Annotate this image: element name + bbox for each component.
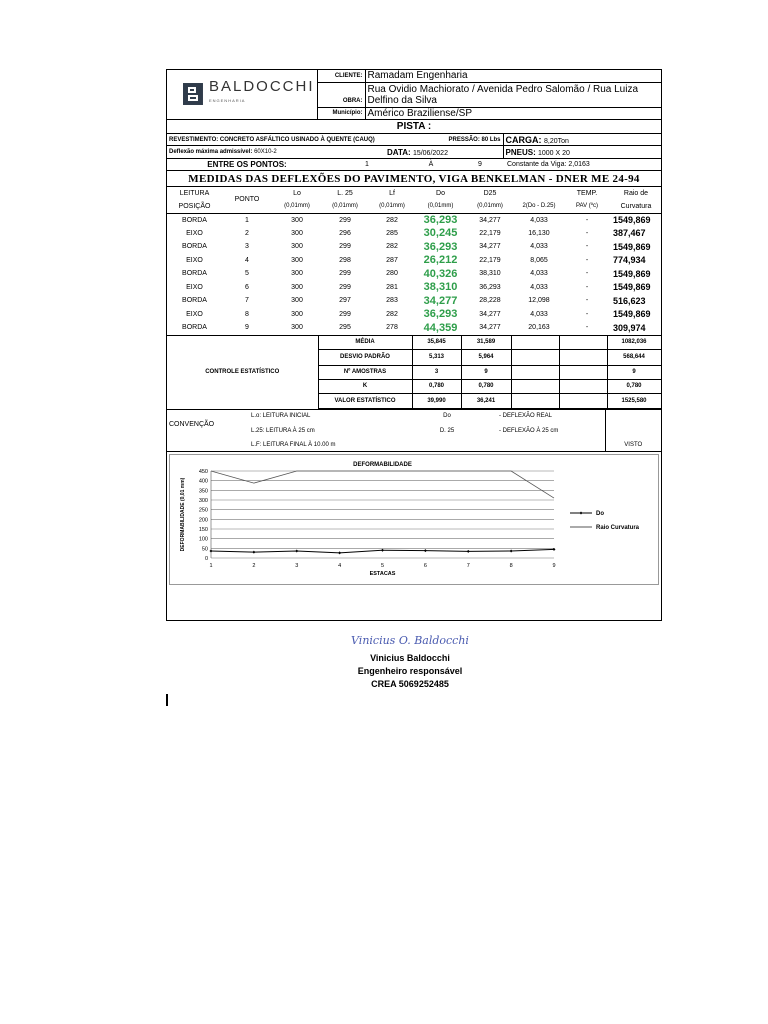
convencao-do: Do <box>397 409 497 423</box>
cell-diff: 4,033 <box>530 283 548 291</box>
media-d25: 31,589 <box>461 335 511 349</box>
x-tick-label: 8 <box>509 563 513 569</box>
cell-lf: 283 <box>386 297 398 305</box>
col-temp: TEMP. <box>576 190 598 197</box>
y-tick-label: 100 <box>198 536 208 543</box>
data-point <box>210 549 213 552</box>
amostras-do: 3 <box>412 365 461 379</box>
y-tick-label: 150 <box>198 527 208 533</box>
cell-d25: 36,293 <box>479 283 501 291</box>
deformabilidade-chart <box>169 454 659 585</box>
col-diff: 2(Do - D.25) <box>515 200 563 213</box>
cell-ponto: 2 <box>245 229 249 237</box>
cell-do: 36,293 <box>423 308 458 321</box>
media-do: 35,845 <box>412 335 461 349</box>
signature-name: Vinicius Baldocchi <box>370 653 450 663</box>
logo-icon <box>183 83 203 105</box>
visto-label: VISTO <box>605 439 661 451</box>
legend-label-raio: Raio Curvatura <box>596 525 640 531</box>
cell-d25: 34,277 <box>479 324 501 332</box>
pneus-value: 1000 X 20 <box>537 149 570 157</box>
cell-lf: 278 <box>386 324 398 332</box>
cell-ponto: 7 <box>245 297 249 305</box>
x-tick-label: 4 <box>338 563 342 569</box>
data-point <box>510 549 513 552</box>
report-title: MEDIDAS DAS DEFLEXÕES DO PAVIMENTO, VIGA BENKELMAN - DNER ME 24-94 <box>167 171 661 187</box>
cell-raio: 1549,869 <box>613 241 651 252</box>
cliente-value: Ramadam Engenharia <box>365 70 661 82</box>
desvio-raio: 568,644 <box>607 349 661 365</box>
x-tick-label: 2 <box>252 563 256 569</box>
convencao-label: CONVENÇÃO <box>167 409 249 439</box>
cell-lo: 300 <box>291 297 303 305</box>
cell-d25: 34,277 <box>479 243 501 251</box>
amostras-label: Nº AMOSTRAS <box>318 365 412 379</box>
cell-posicao: BORDA <box>182 243 207 251</box>
convencao-lo: L.o: LEITURA INICIAL <box>249 409 397 423</box>
valor-d25: 36,241 <box>461 393 511 408</box>
convencao-table <box>167 409 661 452</box>
cell-do: 36,293 <box>423 240 458 253</box>
table-row <box>167 267 661 281</box>
cell-l25: 299 <box>339 216 351 224</box>
k-raio: 0,780 <box>607 379 661 393</box>
cell-lf: 280 <box>386 270 398 278</box>
cell-ponto: 3 <box>245 243 249 251</box>
col-leitura: LEITURA <box>179 190 210 197</box>
pneus-label: PNEUS: <box>505 147 536 157</box>
col-l25-unit: (0,01mm) <box>322 200 368 213</box>
cell-lo: 300 <box>291 270 303 278</box>
cell-lo: 300 <box>291 229 303 237</box>
desvio-label: DESVIO PADRÃO <box>318 349 412 365</box>
cell-posicao: BORDA <box>182 270 207 278</box>
cell-l25: 297 <box>339 297 351 305</box>
cell-do: 36,293 <box>423 214 458 226</box>
media-raio: 1082,036 <box>607 335 661 349</box>
cell-l25: 295 <box>339 324 351 332</box>
cell-raio: 516,623 <box>613 295 646 306</box>
table-row <box>167 281 661 295</box>
cell-d25: 34,277 <box>479 216 501 224</box>
y-tick-label: 0 <box>204 556 208 562</box>
cell-diff: 20,163 <box>528 324 550 332</box>
cell-do: 38,310 <box>423 281 458 294</box>
pontos-from: 1 <box>365 161 369 168</box>
cell-d25: 28,228 <box>479 297 501 305</box>
info-table <box>167 120 661 160</box>
cell-lo: 300 <box>291 216 303 224</box>
col-do: Do <box>436 190 445 197</box>
cell-d25: 38,310 <box>479 270 501 278</box>
table-row <box>167 227 661 241</box>
col-d25-unit: (0,01mm) <box>465 200 515 213</box>
cell-temp: - <box>585 310 589 318</box>
table-row <box>167 294 661 308</box>
cell-l25: 299 <box>339 283 351 291</box>
data-value: 15/06/2022 <box>412 149 448 157</box>
chart-svg <box>170 455 658 584</box>
cell-l25: 299 <box>339 310 351 318</box>
measurements-table <box>167 187 661 335</box>
data-point <box>381 549 384 552</box>
x-tick-label: 6 <box>423 563 427 569</box>
x-tick-label: 9 <box>552 563 556 569</box>
table-row <box>167 321 661 335</box>
cell-posicao: EIXO <box>186 256 203 264</box>
y-tick-label: 50 <box>201 546 208 553</box>
cell-lf: 282 <box>386 310 398 318</box>
data-point <box>424 549 427 552</box>
cell-posicao: BORDA <box>182 324 207 332</box>
cell-diff: 16,130 <box>528 229 550 237</box>
cell-do: 30,245 <box>423 227 458 240</box>
series-line-raio <box>211 471 554 498</box>
data-point <box>467 550 470 553</box>
x-tick-label: 5 <box>380 563 385 569</box>
cell-do: 44,359 <box>423 321 458 334</box>
valor-do: 39,990 <box>412 393 461 408</box>
measurements-body <box>167 213 661 335</box>
constante-label: Constante da Viga: <box>507 161 567 168</box>
municipio-value: Américo Braziliense/SP <box>365 107 661 119</box>
convencao-l25: L.25: LEITURA À 25 cm <box>251 428 315 434</box>
title-table <box>167 170 661 187</box>
pontos-to: 9 <box>478 161 482 168</box>
cell-d25: 34,277 <box>479 310 501 318</box>
cell-l25: 298 <box>339 256 351 264</box>
cell-d25: 22,179 <box>479 229 501 237</box>
logo-cell <box>167 70 317 119</box>
data-point <box>338 551 341 554</box>
col-lf-unit: (0,01mm) <box>368 200 416 213</box>
k-do: 0,780 <box>412 379 461 393</box>
deflexao-value: 60X10-2 <box>254 149 277 155</box>
desvio-do: 5,313 <box>412 349 461 365</box>
cell-lf: 287 <box>386 256 398 264</box>
convencao-lf: L.F: LEITURA FINAL À 10.00 m <box>249 439 397 451</box>
table-row <box>167 254 661 268</box>
cell-do: 34,277 <box>423 294 458 307</box>
data-label: DATA: <box>387 147 411 157</box>
valor-raio: 1525,580 <box>607 393 661 408</box>
y-tick-label: 350 <box>198 488 208 495</box>
cell-lf: 281 <box>386 283 398 291</box>
cell-raio: 1549,869 <box>613 215 651 225</box>
cell-diff: 4,033 <box>530 310 548 318</box>
x-tick-label: 3 <box>295 563 299 569</box>
cell-temp: - <box>585 229 589 237</box>
cell-posicao: EIXO <box>186 283 203 291</box>
col-lo-unit: (0,01mm) <box>272 200 322 213</box>
cell-temp: - <box>585 324 589 332</box>
y-tick-label: 300 <box>198 498 208 504</box>
pista-label: PISTA : <box>167 120 661 134</box>
constante-value: 2,0163 <box>568 161 590 168</box>
cell-diff: 4,033 <box>530 270 548 278</box>
cell-l25: 296 <box>339 229 351 237</box>
col-l25: L. 25 <box>337 190 353 197</box>
y-tick-label: 200 <box>198 517 208 524</box>
cell-l25: 299 <box>339 243 351 251</box>
convencao-d25: D. 25 <box>439 428 455 434</box>
cell-lo: 300 <box>291 324 303 332</box>
data-point <box>295 549 298 552</box>
cell-posicao: BORDA <box>182 297 207 305</box>
pressao-text: PRESSÃO: 80 Lbs <box>448 136 501 143</box>
cell-do: 40,326 <box>423 267 458 280</box>
signature-script: Vinicius O. Baldocchi <box>351 634 469 647</box>
deflexao-label: Deflexão máxima admissível: <box>169 149 253 155</box>
logo-subtext: ENGENHARIA <box>208 98 246 104</box>
chart-title: DEFORMABILIDADE <box>353 462 412 468</box>
pontos-sep: À <box>428 161 434 168</box>
cell-ponto: 8 <box>245 310 249 318</box>
cell-raio: 387,467 <box>613 228 646 239</box>
y-axis-label: DEFORMABILIDADE (0,01 mm) <box>180 477 186 552</box>
cell-temp: - <box>585 216 589 224</box>
pontos-label: ENTRE OS PONTOS: <box>207 160 287 169</box>
cell-lo: 300 <box>291 310 303 318</box>
municipio-label: Município: <box>317 107 365 119</box>
y-tick-label: 450 <box>198 469 208 475</box>
cell-raio: 1549,869 <box>613 309 651 320</box>
cell-raio: 309,974 <box>613 322 646 333</box>
cell-posicao: EIXO <box>186 229 203 237</box>
cell-lf: 285 <box>386 229 398 237</box>
col-lf: Lf <box>389 190 395 197</box>
controle-label: CONTROLE ESTATÍSTICO <box>205 369 280 375</box>
cell-diff: 4,033 <box>530 216 548 224</box>
col-do-unit: (0,01mm) <box>416 200 465 213</box>
col-curvatura: Curvatura <box>611 200 661 213</box>
signature-role: Engenheiro responsável <box>357 666 463 676</box>
signature-block <box>330 630 490 700</box>
cell-ponto: 6 <box>245 283 249 291</box>
data-point <box>252 551 255 554</box>
text-cursor <box>166 694 168 706</box>
cell-diff: 4,033 <box>530 243 548 251</box>
valor-label: VALOR ESTATÍSTICO <box>318 393 412 408</box>
y-tick-label: 400 <box>198 478 208 485</box>
cell-ponto: 1 <box>245 216 249 224</box>
pontos-table <box>167 159 661 170</box>
legend-marker <box>580 512 583 515</box>
media-label: MÉDIA <box>318 335 412 349</box>
logo-wordmark <box>209 80 315 108</box>
col-ponto: PONTO <box>222 187 272 213</box>
obra-value: Rua Ovidio Machiorato / Avenida Pedro Salomão / Rua Luiza Delfino da Silva <box>365 82 661 107</box>
col-d25: D25 <box>483 190 497 197</box>
cell-ponto: 5 <box>245 270 249 278</box>
convencao-real: - DEFLEXÃO REAL <box>497 409 605 423</box>
table-row <box>167 240 661 254</box>
x-axis-label: ESTACAS <box>369 571 396 577</box>
cell-l25: 299 <box>339 270 351 278</box>
cell-lo: 300 <box>291 256 303 264</box>
carga-value: 8,20Ton <box>544 137 569 145</box>
amostras-d25: 9 <box>461 365 511 379</box>
legend-label-do: Do <box>596 511 604 517</box>
x-tick-label: 7 <box>466 563 470 569</box>
cell-posicao: EIXO <box>186 310 203 318</box>
cliente-label: CLIENTE: <box>317 70 365 82</box>
col-lo: Lo <box>293 190 301 197</box>
cell-posicao: BORDA <box>182 216 207 224</box>
cell-temp: - <box>585 283 589 291</box>
signature-crea: CREA 5069252485 <box>371 679 449 689</box>
cell-temp: - <box>585 243 589 251</box>
cell-lf: 282 <box>386 216 398 224</box>
cell-temp: - <box>585 256 589 264</box>
logo-text: BALDOCCHI <box>208 78 315 96</box>
x-tick-label: 1 <box>209 563 213 569</box>
cell-ponto: 4 <box>245 256 249 264</box>
header-table <box>167 70 661 120</box>
convencao-def25: - DEFLEXÃO À 25 cm <box>499 428 559 434</box>
obra-label: OBRA: <box>317 95 365 107</box>
cell-raio: 774,934 <box>613 255 646 266</box>
k-d25: 0,780 <box>461 379 511 393</box>
cell-diff: 12,098 <box>528 297 550 305</box>
cell-lo: 300 <box>291 243 303 251</box>
cell-temp: - <box>585 297 589 305</box>
col-pav: PAV (ºc) <box>563 200 611 213</box>
carga-label: CARGA: <box>505 134 542 145</box>
revestimento-text: REVESTIMENTO: CONCRETO ASFÁLTICO USINADO À QUENTE (CAUQ) <box>169 136 375 143</box>
cell-raio: 1549,869 <box>613 268 651 279</box>
cell-do: 26,212 <box>423 254 458 267</box>
table-row <box>167 308 661 322</box>
cell-raio: 1549,869 <box>613 282 651 293</box>
cell-temp: - <box>585 270 589 278</box>
cell-ponto: 9 <box>245 324 249 332</box>
cell-lo: 300 <box>291 283 303 291</box>
cell-diff: 8,065 <box>530 256 548 264</box>
y-tick-label: 250 <box>198 507 208 514</box>
cell-d25: 22,179 <box>479 256 501 264</box>
stats-table <box>167 335 662 409</box>
col-posicao: POSIÇÃO <box>167 200 222 213</box>
k-label: K <box>318 379 412 393</box>
desvio-d25: 5,964 <box>461 349 511 365</box>
col-raio: Raio de <box>623 190 649 197</box>
amostras-raio: 9 <box>607 365 661 379</box>
cell-lf: 282 <box>386 243 398 251</box>
table-row <box>167 213 661 227</box>
